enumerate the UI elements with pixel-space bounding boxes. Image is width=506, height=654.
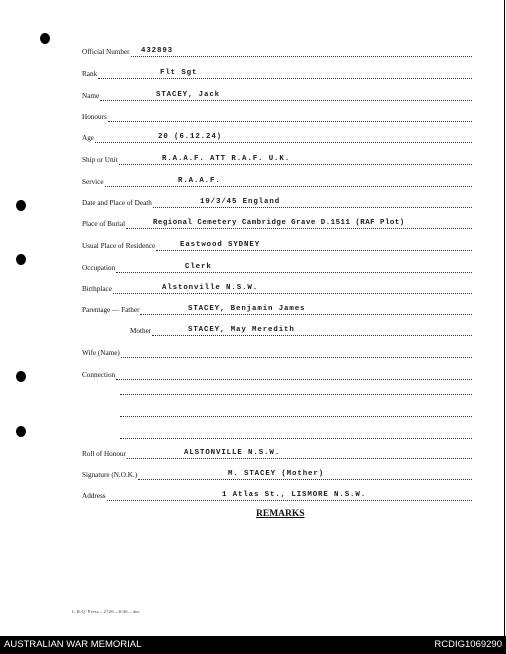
field-label: Mother: [130, 327, 152, 335]
field-value: R.A.A.F.: [178, 177, 221, 185]
field-label: Service: [82, 178, 104, 186]
footer-archive-name: AUSTRALIAN WAR MEMORIAL: [4, 639, 142, 650]
footer-record-id: RCDIG1069290: [434, 639, 502, 650]
field-value: Clerk: [185, 263, 212, 271]
fill-line: [100, 100, 472, 101]
field-label: Age: [82, 134, 94, 142]
fill-line: [120, 394, 472, 395]
field-value: ALSTONVILLE N.S.W.: [184, 449, 281, 457]
field-date-place-death: [82, 196, 472, 210]
fill-line: [131, 56, 472, 57]
fill-line: [95, 142, 472, 143]
field-honours: [82, 110, 472, 124]
archive-footer-bar: [0, 636, 506, 654]
field-value: STACEY, Benjamin James: [188, 305, 306, 313]
field-official-number: [82, 45, 472, 59]
field-connection: [82, 368, 472, 382]
connection-line: [120, 405, 472, 419]
fill-line: [153, 207, 472, 208]
fill-line: [119, 164, 472, 165]
punch-hole: [16, 200, 26, 211]
field-label: Signature (N.O.K.): [82, 471, 138, 479]
fill-line: [126, 228, 472, 229]
field-label: Name: [82, 92, 100, 100]
punch-hole: [16, 371, 26, 382]
field-label: Connection: [82, 371, 116, 379]
field-value: Regional Cemetery Cambridge Grave D.1511 (RAF Plot): [153, 219, 405, 227]
field-value: Alstonville N.S.W.: [162, 284, 259, 292]
field-ship-or-unit: [82, 153, 472, 167]
field-address: [82, 489, 472, 503]
field-place-of-burial: [82, 217, 472, 231]
field-value: Eastwood SYDNEY: [180, 241, 261, 249]
field-birthplace: [82, 282, 472, 296]
fill-line: [120, 416, 472, 417]
field-label: Rank: [82, 70, 98, 78]
connection-line: [120, 383, 472, 397]
field-label: Roll of Honour: [82, 450, 126, 458]
remarks-heading: REMARKS: [256, 509, 305, 519]
field-signature: [82, 468, 472, 482]
fill-line: [152, 335, 472, 336]
fill-line: [116, 272, 472, 273]
field-value: 20 (6.12.24): [158, 133, 223, 141]
field-value: 19/3/45 England: [200, 198, 281, 206]
field-name: [82, 89, 472, 103]
field-age: [82, 131, 472, 145]
fill-line: [105, 186, 472, 187]
field-value: 432893: [141, 47, 174, 55]
field-label: Occupation: [82, 264, 116, 272]
field-label: Birthplace: [82, 285, 112, 293]
field-label: Honours: [82, 113, 107, 121]
printer-imprint: L.H.Q. Press—2720—8/46—4m.: [72, 609, 141, 614]
field-label: Place of Burial: [82, 220, 126, 228]
field-parentage-father: [82, 303, 472, 317]
fill-line: [116, 379, 472, 380]
fill-line: [121, 357, 472, 358]
field-usual-residence: [82, 239, 472, 253]
connection-line: [120, 427, 472, 441]
punch-hole: [16, 426, 26, 437]
fill-line: [107, 500, 472, 501]
field-label: Ship or Unit: [82, 156, 118, 164]
field-service: [82, 175, 472, 189]
field-value: STACEY, May Meredith: [188, 326, 295, 334]
field-rank: [82, 67, 472, 81]
fill-line: [98, 78, 472, 79]
fill-line: [140, 314, 472, 315]
fill-line: [127, 458, 472, 459]
field-wife: [82, 346, 472, 360]
field-value: Flt Sgt: [160, 69, 198, 77]
field-label: Address: [82, 492, 106, 500]
fill-line: [113, 293, 472, 294]
field-label: Usual Place of Residence: [82, 242, 156, 250]
field-value: M. STACEY (Mother): [228, 470, 325, 478]
field-label: Official Number: [82, 48, 130, 56]
field-label: Wife (Name): [82, 349, 120, 357]
fill-line: [156, 250, 472, 251]
field-roll-of-honour: [82, 447, 472, 461]
field-label: Date and Place of Death: [82, 199, 152, 207]
field-value: R.A.A.F. ATT R.A.F. U.K.: [162, 155, 291, 163]
field-value: 1 Atlas St., LISMORE N.S.W.: [222, 491, 367, 499]
fill-line: [108, 121, 472, 122]
fill-line: [120, 438, 472, 439]
field-mother: [120, 324, 472, 338]
punch-hole: [16, 254, 26, 265]
punch-hole-top: [40, 33, 50, 44]
field-occupation: [82, 261, 472, 275]
fill-line: [138, 479, 472, 480]
field-label: Parentage — Father: [82, 306, 140, 314]
field-value: STACEY, Jack: [156, 91, 221, 99]
